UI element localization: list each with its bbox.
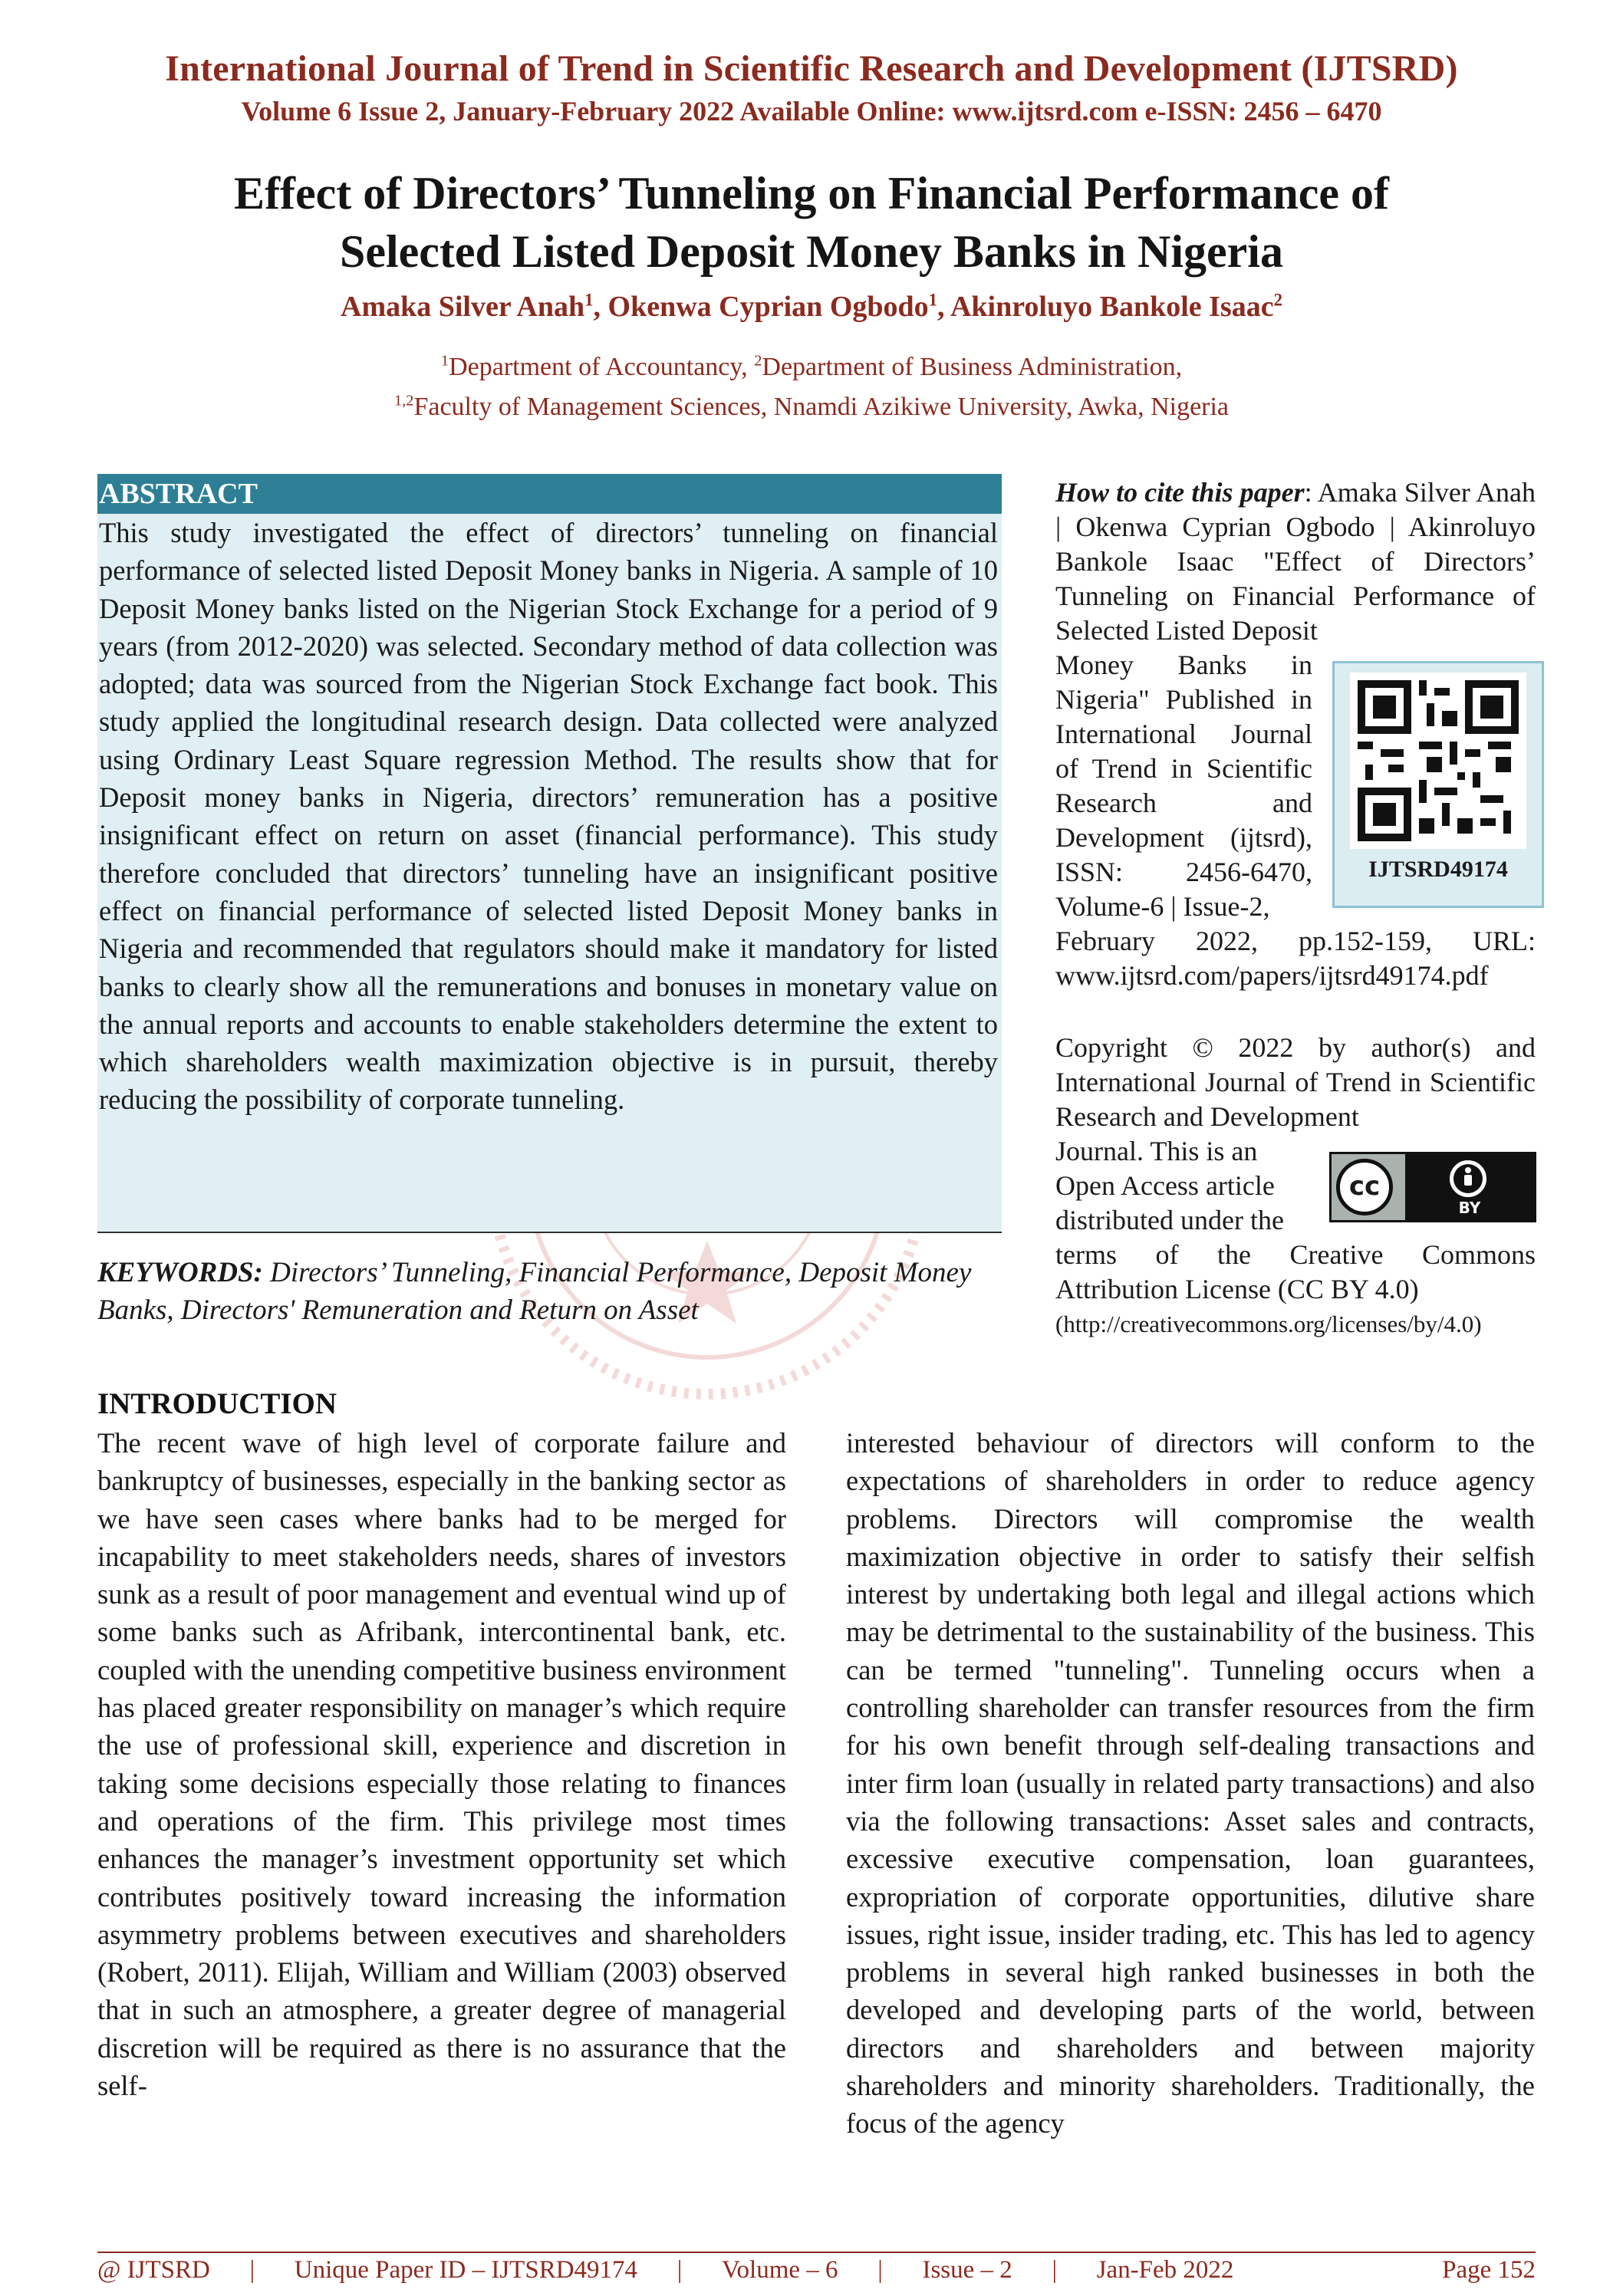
footer-date: Jan-Feb 2022 bbox=[1096, 2256, 1234, 2284]
footer-divider-3: | bbox=[877, 2256, 883, 2284]
affil-mark-1: 1 bbox=[440, 352, 449, 370]
qr-code-box[interactable] bbox=[1332, 661, 1544, 908]
keywords-label: KEYWORDS: bbox=[97, 1257, 263, 1288]
author-1-affil: 1 bbox=[584, 290, 594, 310]
authors bbox=[0, 290, 1623, 324]
author-2-affil: 1 bbox=[928, 290, 938, 310]
journal-title: International Journal of Trend in Scientific Research and Development (IJTSRD) bbox=[165, 48, 1458, 89]
license-url[interactable]: (http://creativecommons.org/licenses/by/4.0) bbox=[1055, 1311, 1482, 1337]
citation-text-tail: February 2022, pp.152-159, URL: www.ijtsrd.com/papers/ijtsrd49174.pdf bbox=[1055, 926, 1536, 991]
by-panel bbox=[1405, 1154, 1534, 1220]
cc-icon: cc bbox=[1336, 1159, 1393, 1215]
qr-code-icon bbox=[1350, 673, 1526, 849]
footer-volume: Volume – 6 bbox=[721, 2256, 838, 2284]
citation-label: How to cite this paper bbox=[1055, 477, 1305, 508]
paper-title-line-1: Effect of Directors’ Tunneling on Financial Performance of bbox=[234, 168, 1389, 219]
copyright-text-tail: terms of the Creative Commons Attribution License (CC BY 4.0) bbox=[1055, 1239, 1536, 1304]
footer-divider-2: | bbox=[677, 2256, 683, 2284]
author-2: Okenwa Cyprian Ogbodo bbox=[607, 291, 929, 323]
footer-paper-id: Unique Paper ID – IJTSRD49174 bbox=[294, 2256, 638, 2284]
paper-title bbox=[77, 164, 1546, 281]
footer-journal: @ IJTSRD bbox=[97, 2256, 210, 2284]
author-3-affil: 2 bbox=[1273, 290, 1282, 310]
intro-column-right: interested behaviour of directors will conform to the expectations of shareholders in order to reduce agency problems. Directors will compromise the wealth maximization objective in order to satisfy their selfish interest by undertaking both legal and illegal actions which may be detrimental to the sustainability of the business. This can be termed "tunneling". Tunneling occurs when a controlling shareholder can transfer resources from the firm for his own benefit through self-dealing transactions and inter firm loan (usually in related party transactions) and also via the following transactions: Asset sales and contracts, excessive executive compensation, loan guarantees, expropriation of corporate opportunities, dilutive share issues, right issue, insider trading, etc. This has led to agency problems in several high ranked businesses in both the developed and developing parts of the world, between directors and shareholders and between majority shareholders and minority shareholders. Traditionally, the focus of the agency bbox=[846, 1427, 1535, 2140]
footer-divider-4: | bbox=[1052, 2256, 1058, 2284]
keywords bbox=[97, 1254, 1002, 1329]
introduction-heading: INTRODUCTION bbox=[97, 1387, 337, 1420]
cc-by-badge[interactable] bbox=[1329, 1152, 1536, 1222]
copyright-text-wide: Copyright © 2022 by author(s) and International Journal of Trend in Scientific Research and Development bbox=[1055, 1032, 1536, 1132]
author-1: Amaka Silver Anah bbox=[341, 291, 585, 323]
affiliation-line-2 bbox=[0, 393, 1623, 422]
abstract-heading: ABSTRACT bbox=[97, 474, 1002, 514]
author-sep-2: , bbox=[937, 291, 950, 323]
footer-issue: Issue – 2 bbox=[922, 2256, 1012, 2284]
citation-text-wide: Amaka Silver Anah | Okenwa Cyprian Ogbodo | Akinroluyo Bankole Isaac "Effect of Directors’ Tunneling on Financial Performance of Selected Listed Deposit bbox=[1055, 477, 1536, 646]
affil-dept-2: Department of Business Administration, bbox=[762, 353, 1183, 381]
footer-rule bbox=[97, 2252, 1536, 2253]
paper-title-line-2: Selected Listed Deposit Money Banks in Nigeria bbox=[340, 226, 1283, 277]
citation-text-narrow: Money Banks in Nigeria" Published in International Journal of Trend in Scientific Research and Development (ijtsrd), ISSN: 2456-6470, Volume-6 | Issue-2, bbox=[1055, 650, 1312, 922]
qr-paper-id: IJTSRD49174 bbox=[1368, 857, 1508, 882]
affil-mark-12: 1,2 bbox=[393, 392, 414, 410]
copyright-text-narrow: Journal. This is an Open Access article distributed under the bbox=[1055, 1136, 1284, 1235]
keywords-text: Directors’ Tunneling, Financial Performance, Deposit Money Banks, Directors' Remuneration and Return on Asset bbox=[97, 1257, 972, 1326]
affil-dept-1: Department of Accountancy, bbox=[449, 353, 755, 381]
affiliation-line-1 bbox=[0, 353, 1623, 382]
attribution-person-icon bbox=[1448, 1159, 1488, 1199]
footer-page-number: Page 152 bbox=[1442, 2256, 1536, 2284]
citation-colon: : bbox=[1304, 477, 1318, 508]
affil-faculty: Faculty of Management Sciences, Nnamdi Azikiwe University, Awka, Nigeria bbox=[413, 393, 1230, 421]
abstract-text: This study investigated the effect of directors’ tunneling on financial performance of selected listed Deposit Money banks in Nigeria. A sample of 10 Deposit Money banks listed on the Nigerian Stock Exchange for a period of 9 years (from 2012-2020) was selected. Secondary method of data collection was adopted; data was sourced from the Nigerian Stock Exchange fact book. This study applied the longitudinal research design. Data collected were analyzed using Ordinary Least Square regression Method. The results show that for Deposit money banks in Nigeria, directors’ remuneration has a positive insignificant effect on return on asset (financial performance). This study therefore concluded that directors’ tunneling have an insignificant positive effect on financial performance of selected listed Deposit Money banks in Nigeria and recommended that regulators should make it mandatory for listed banks to clearly show all the remunerations and bonuses in monetary value on the annual reports and accounts to enable stakeholders determine the extent to which shareholders wealth maximization objective is in pursuit, thereby reducing the possibility of corporate tunneling. bbox=[99, 517, 998, 1116]
by-label: BY bbox=[1458, 1199, 1481, 1217]
footer-divider-1: | bbox=[249, 2256, 255, 2284]
page-footer bbox=[97, 2256, 1536, 2284]
author-3: Akinroluyo Bankole Isaac bbox=[950, 291, 1274, 323]
abstract-box bbox=[97, 474, 1002, 1233]
author-sep-1: , bbox=[593, 291, 608, 323]
journal-issue-line: Volume 6 Issue 2, January-February 2022 Available Online: www.ijtsrd.com e-ISSN: 2456 – 6470 bbox=[241, 96, 1382, 127]
affil-mark-2: 2 bbox=[754, 352, 762, 370]
intro-column-left: The recent wave of high level of corporate failure and bankruptcy of businesses, especially in the banking sector as we have seen cases where banks had to be merged for incapability to meet stakeholders needs, shares of investors sunk as a result of poor management and eventual wind up of some banks such as Afribank, intercontinental bank, etc. coupled with the unending competitive business environment has placed greater responsibility on manager’s which require the use of professional skill, experience and discretion in taking some decisions especially those relating to finances and operations of the firm. This privilege most times enhances the manager’s investment opportunity set which contributes positively toward increasing the information asymmetry problems between executives and shareholders (Robert, 2011). Elijah, William and William (2003) observed that in such an atmosphere, a greater degree of managerial discretion will be required as there is no assurance that the self- bbox=[97, 1427, 786, 2102]
